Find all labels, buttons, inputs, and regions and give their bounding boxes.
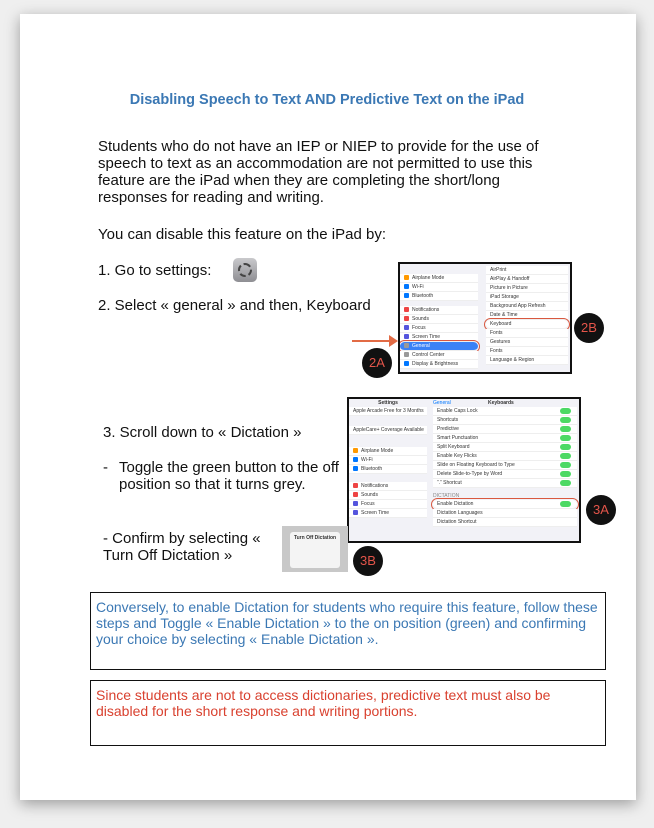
badge-2b: 2B xyxy=(574,313,604,343)
general-settings-screenshot: Airplane Mode Wi-Fi Bluetooth Notifications Sounds Focus Screen Time General Control Center Display & Brightness AirPrint AirPlay & Handoff Picture in Picture iPad Storage Background App Refresh Date & Time Keyboard Fonts Gestures Fonts Language & Region xyxy=(398,262,572,374)
turn-off-dictation-dialog-screenshot: Turn Off Dictation xyxy=(282,526,348,572)
badge-3a: 3A xyxy=(586,495,616,525)
settings-icon xyxy=(233,258,257,282)
badge-3b: 3B xyxy=(353,546,383,576)
badge-2a: 2A xyxy=(362,348,392,378)
step-3: 3. Scroll down to « Dictation » xyxy=(103,424,302,441)
disable-intro: You can disable this feature on the iPad by: xyxy=(98,226,386,243)
highlight-keyboard: Keyboard xyxy=(486,320,568,329)
step-1: 1. Go to settings: xyxy=(98,262,212,279)
confirm-instruction: - Confirm by selecting « Turn Off Dictation » xyxy=(103,530,261,564)
highlight-general: General xyxy=(400,342,478,351)
arrow-icon xyxy=(352,340,390,342)
keyboard-settings-screenshot: Settings Apple Arcade Free for 3 Months AppleCare+ Coverage Available Airplane Mode Wi-Fi Bluetooth Notifications Sounds Focus Screen Time General Keyboards Enable Caps Lock Shortcuts Predictive Smart Punctuation Split Keyboard Enable Key Flicks Slide on Floating Keyboard to Type Delete Slide-to-Type by Word “.” Shortcut DICTATION Enable Dictation Dictation Languages Dictation Shortcut xyxy=(347,397,581,543)
bullet-dash: - xyxy=(103,459,108,476)
enable-dictation-note: Conversely, to enable Dictation for students who require this feature, follow these steps and Toggle « Enable Dictation » to the on position (green) and confirming your choice by selecting « Enable Dictation ». xyxy=(90,592,606,670)
predictive-text-note: Since students are not to access dictionaries, predictive text must also be disabled for the short response and writing portions. xyxy=(90,680,606,746)
step-2: 2. Select « general » and then, Keyboard xyxy=(98,297,371,314)
toggle-instruction: Toggle the green button to the off position so that it turns grey. xyxy=(119,459,339,493)
page-title: Disabling Speech to Text AND Predictive Text on the iPad xyxy=(129,92,525,108)
intro-paragraph: Students who do not have an IEP or NIEP to provide for the use of speech to text as an accommodation are not permitted to use this feature are the iPad when they are completing the short/long responses for reading and writing. xyxy=(98,138,539,206)
enable-dictation-row: Enable Dictation xyxy=(433,500,577,509)
